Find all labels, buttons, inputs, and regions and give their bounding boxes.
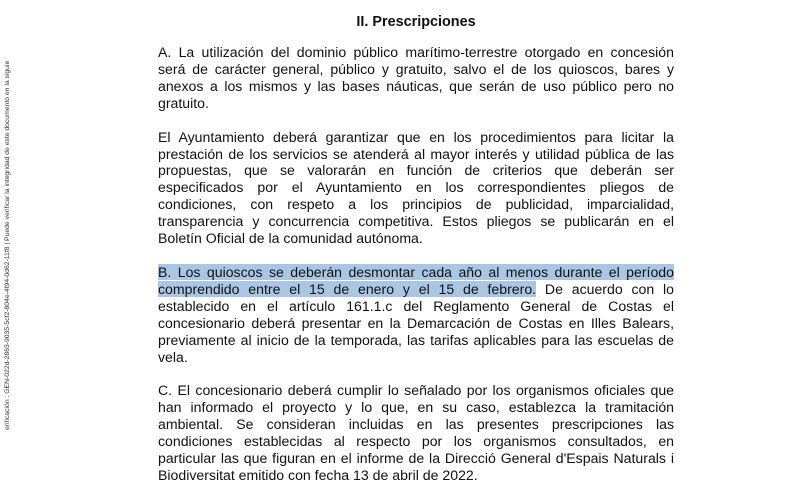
verification-text: erificación : GEN-022d-2863-9035-5cf2-804e-4f94-0d62-11f8 | Puede verificar la integridad de este documento en la siguie bbox=[4, 60, 11, 430]
paragraph-b bbox=[158, 264, 674, 365]
paragraph-a-continued: El Ayuntamiento deberá garantizar que en los procedimientos para licitar la prestación de los servicios se atenderá al mayor interés y utilidad pública de las propuestas, que se valorarán en función de criterios que deberán ser especificados por el Ayuntamiento en los correspondientes pliegos de condiciones, con respeto a los principios de publicidad, imparcialidad, transparencia y concurrencia competitiva. Estos pliegos se publicarán en el Boletín Oficial de la comunidad autónoma. bbox=[158, 128, 674, 247]
paragraph-b-rest: De acuerdo con lo establecido en el artículo 161.1.c del Reglamento General de Costas el concesionario deberá presentar en la Demarcación de Costas en Illes Balears, previamente al inicio de la temporada, las tarifas aplicables para las escuelas de vela. bbox=[158, 280, 674, 365]
paragraph-c: C. El concesionario deberá cumplir lo señalado por los organismos oficiales que han informado el proyecto y lo que, en su caso, establezca la tramitación ambiental. Se consideran incluidas en las presentes prescripciones las condiciones establecidas al respecto por los organismos consultados, en particular las que figuran en el informe de la Direcció General d'Espais Naturals i Biodiversitat emitido con fecha 13 de abril de 2022. bbox=[158, 382, 674, 483]
document-page bbox=[158, 14, 674, 501]
highlighted-text[interactable]: B. Los quioscos se deberán desmontar cada año al menos durante el período comprendido entre el 15 de enero y el 15 de febrero. bbox=[158, 263, 674, 297]
verification-side-note bbox=[0, 0, 14, 434]
paragraph-a: A. La utilización del dominio público marítimo-terrestre otorgado en concesión será de carácter general, público y gratuito, salvo el de los quioscos, bares y anexos a los mismos y las bases náuticas, que serán de uso público pero no gratuito. bbox=[158, 44, 674, 111]
section-title: II. Prescripciones bbox=[356, 14, 476, 30]
